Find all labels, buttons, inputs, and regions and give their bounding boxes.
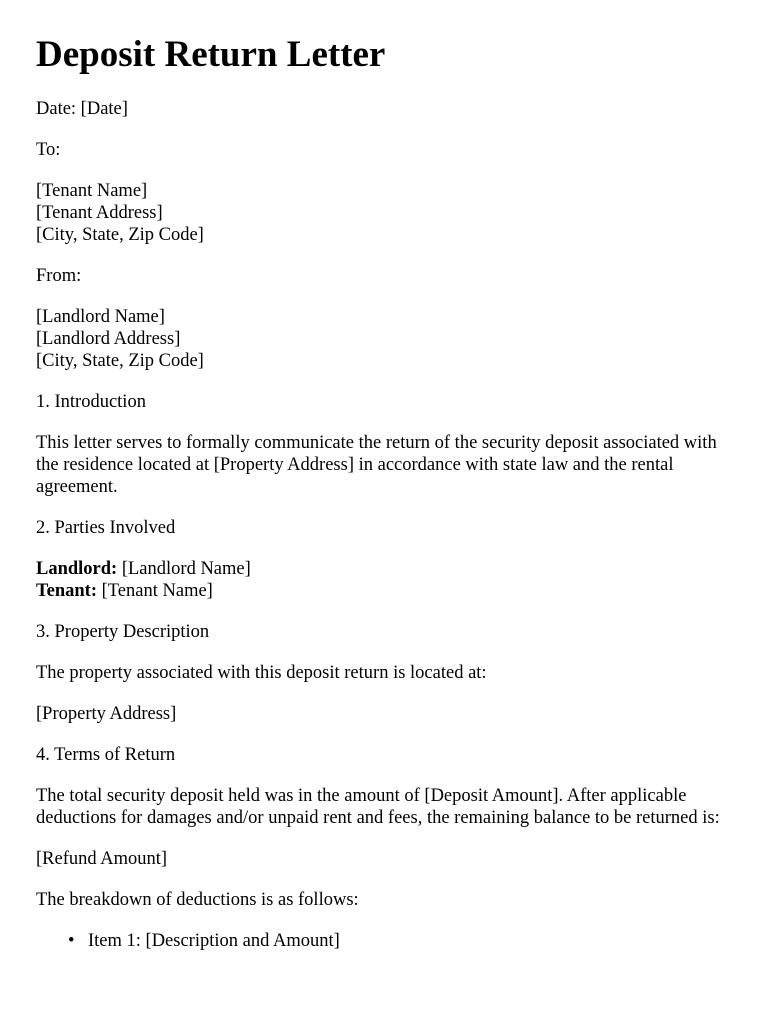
property-text: The property associated with this deposit return is located at: <box>36 663 487 683</box>
party-label: Landlord: <box>36 559 118 579</box>
sender-name: [Landlord Name] <box>36 307 165 327</box>
bullet-icon: • <box>68 931 75 951</box>
from-label: From: <box>36 266 82 286</box>
party-tenant <box>36 580 734 602</box>
party-value: [Landlord Name] <box>117 559 251 579</box>
breakdown-text: The breakdown of deductions is as follows: <box>36 890 359 910</box>
date-line: Date: [Date] <box>36 99 128 119</box>
section-heading-introduction: 1. Introduction <box>36 392 146 412</box>
list-item-text: Item 1: [Description and Amount] <box>88 931 340 951</box>
recipient-city: [City, State, Zip Code] <box>36 225 204 245</box>
property-address: [Property Address] <box>36 704 177 724</box>
recipient-address <box>36 180 734 246</box>
sender-street: [Landlord Address] <box>36 329 181 349</box>
section-heading-property: 3. Property Description <box>36 622 210 642</box>
sender-address <box>36 306 734 372</box>
section-heading-parties: 2. Parties Involved <box>36 518 176 538</box>
refund-amount: [Refund Amount] <box>36 849 168 869</box>
party-value: [Tenant Name] <box>97 581 213 601</box>
terms-text: The total security deposit held was in the amount of [Deposit Amount]. After applicable deductions for damages and/or unpaid rent and fees, the remaining balance to be returned is: <box>36 786 720 828</box>
deduction-list <box>36 930 734 952</box>
party-landlord <box>36 558 734 580</box>
sender-city: [City, State, Zip Code] <box>36 351 204 371</box>
introduction-text: This letter serves to formally communicate the return of the security deposit associated with the residence located at [Property Address] in accordance with state law and the rental agreement. <box>36 433 717 497</box>
list-item <box>68 930 734 952</box>
section-heading-terms: 4. Terms of Return <box>36 745 176 765</box>
recipient-name: [Tenant Name] <box>36 181 148 201</box>
document-title: Deposit Return Letter <box>36 34 386 75</box>
to-label: To: <box>36 140 61 160</box>
parties-list <box>36 558 734 602</box>
party-label: Tenant: <box>36 581 98 601</box>
recipient-street: [Tenant Address] <box>36 203 163 223</box>
